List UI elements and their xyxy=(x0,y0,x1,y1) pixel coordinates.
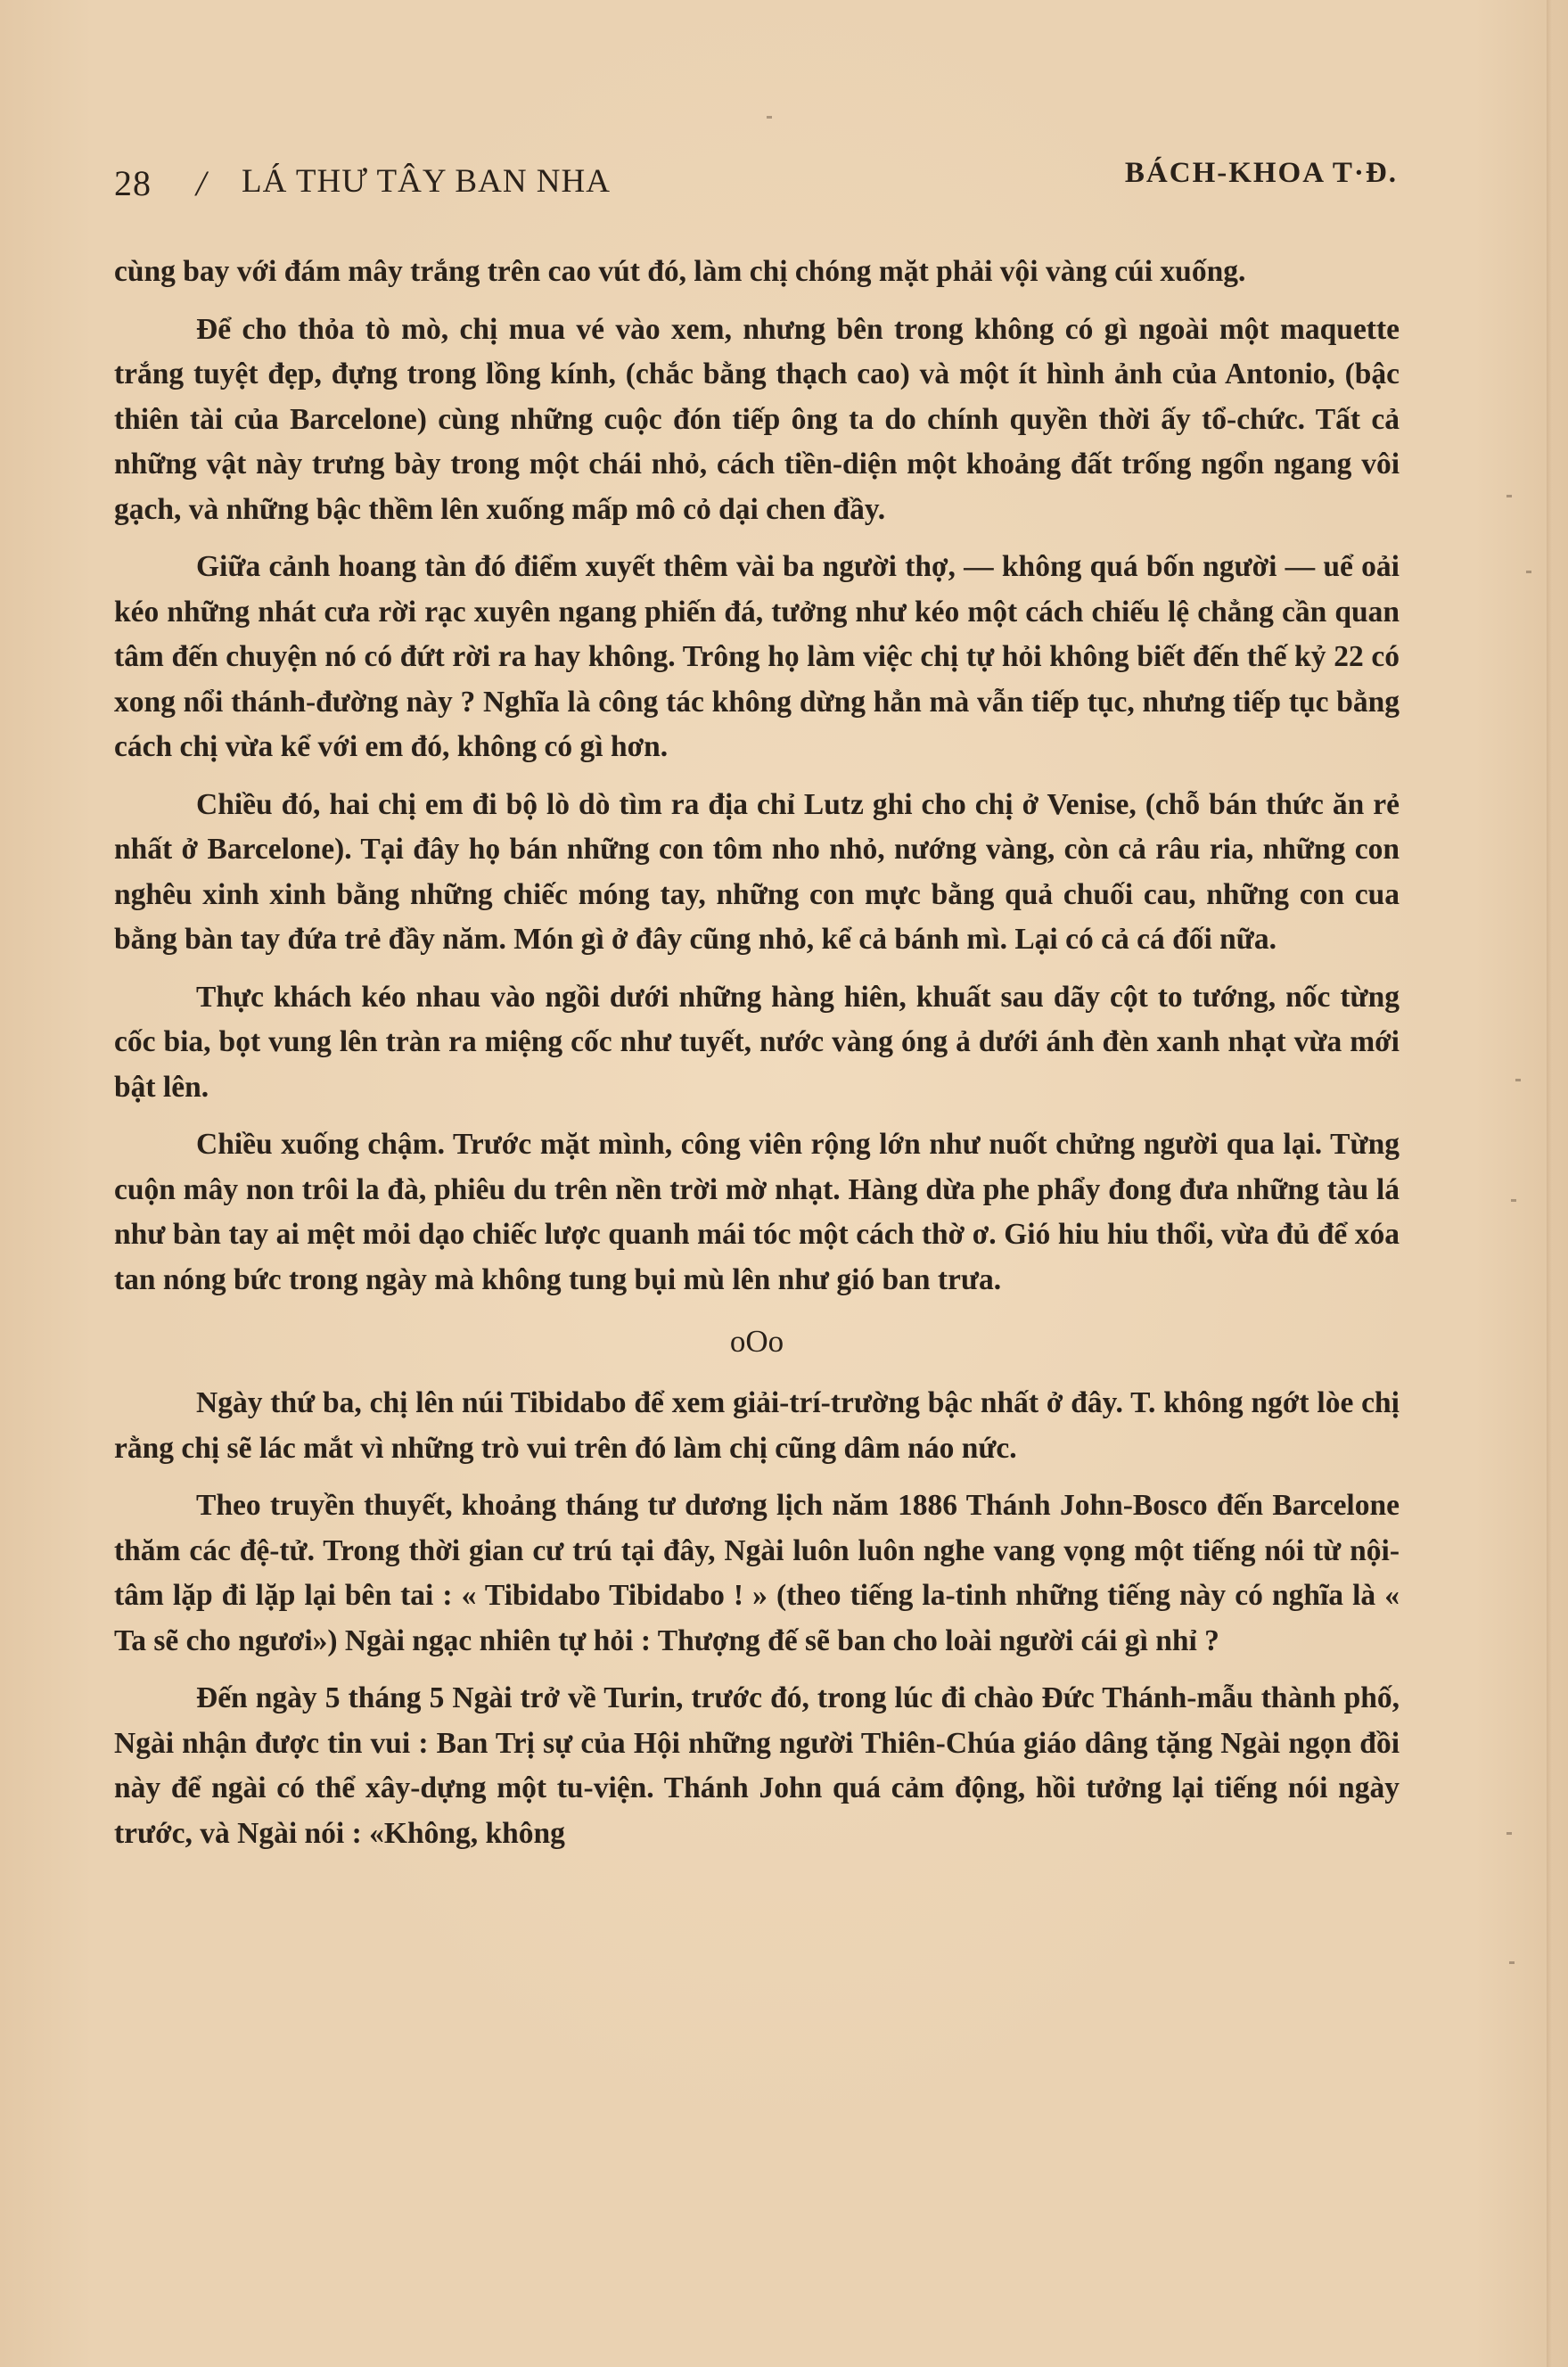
scan-speck xyxy=(1509,1961,1515,1964)
article-body xyxy=(114,250,1400,1869)
header-separator: / xyxy=(196,163,207,203)
scan-speck xyxy=(767,116,772,119)
paragraph: Chiều đó, hai chị em đi bộ lò dò tìm ra địa chỉ Lutz ghi cho chị ở Venise, (chỗ bán thức ăn rẻ nhất ở Barcelone). Tại đây họ bán những con tôm nho nhỏ, nướng vàng, còn cả râu ria, những con nghêu xinh xinh bằng những chiếc móng tay, những con mực bằng quả chuối cau, những con cua bằng bàn tay đứa trẻ đầy năm. Món gì ở đây cũng nhỏ, kể cả bánh mì. Lại có cả cá đối nữa. xyxy=(114,787,1400,956)
running-title: LÁ THƯ TÂY BAN NHA xyxy=(242,163,611,200)
scan-speck xyxy=(1515,1079,1521,1081)
scan-speck xyxy=(1511,1199,1516,1202)
journal-name: BÁCH-KHOA T·Đ. xyxy=(1124,157,1398,189)
scan-speck xyxy=(1506,495,1512,497)
paragraph: Ngày thứ ba, chị lên núi Tibidabo để xem giải-trí-trường bậc nhất ở đây. T. không ngớt lòe chị rằng chị sẽ lác mắt vì những trò vui trên đó làm chị cũng dâm náo nức. xyxy=(114,1386,1400,1465)
page-number: 28 xyxy=(114,163,152,203)
scan-speck xyxy=(1506,1832,1512,1835)
section-break: oOo xyxy=(729,1324,784,1359)
paragraph: Giữa cảnh hoang tàn đó điểm xuyết thêm vài ba người thợ, — không quá bốn người — uể oải kéo những nhát cưa rời rạc xuyên ngang phiến đá, tưởng như kéo một cách chiếu lệ chẳng cần quan tâm đến chuyện nó có đứt rời ra hay không. Trông họ làm việc chị tự hỏi không biết đến thế kỷ 22 có xong nổi thánh-đường này ? Nghĩa là công tác không dừng hẳn mà vẫn tiếp tục, nhưng tiếp tục bằng cách chị vừa kể với em đó, không có gì hơn. xyxy=(114,550,1400,763)
page-edge-shadow xyxy=(1547,0,1552,2367)
paragraph: Để cho thỏa tò mò, chị mua vé vào xem, nhưng bên trong không có gì ngoài một maquette trắng tuyệt đẹp, đựng trong lồng kính, (chắc bằng thạch cao) và một ít hình ảnh của Antonio, (bậc thiên tài của Barcelone) cùng những cuộc đón tiếp ông ta do chính quyền thời ấy tổ-chức. Tất cả những vật này trưng bày trong một chái nhỏ, cách tiền-diện một khoảng đất trống ngổn ngang vôi gạch, và những bậc thềm lên xuống mấp mô cỏ dại chen đầy. xyxy=(114,312,1400,526)
paragraph: Chiều xuống chậm. Trước mặt mình, công viên rộng lớn như nuốt chửng người qua lại. Từng cuộn mây non trôi la đà, phiêu du trên nền trời mờ nhạt. Hàng dừa phe phẩy đong đưa những tàu lá như bàn tay ai mệt mỏi dạo chiếc lược quanh mái tóc một cách thờ ơ. Gió hiu hiu thổi, vừa đủ để xóa tan nóng bức trong ngày mà không tung bụi mù lên như gió ban trưa. xyxy=(114,1128,1400,1296)
page-header xyxy=(114,152,1398,205)
paragraph: cùng bay với đám mây trắng trên cao vút đó, làm chị chóng mặt phải vội vàng cúi xuống. xyxy=(114,255,1246,288)
scan-speck xyxy=(1526,571,1531,573)
paragraph: Theo truyền thuyết, khoảng tháng tư dương lịch năm 1886 Thánh John-Bosco đến Barcelone thăm các đệ-tử. Trong thời gian cư trú tại đây, Ngài luôn luôn nghe vang vọng một tiếng nói từ nội-tâm lặp đi lặp lại bên tai : « Tibidabo Tibidabo ! » (theo tiếng la-tinh những tiếng này có nghĩa là « Ta sẽ cho ngươi») Ngài ngạc nhiên tự hỏi : Thượng đế sẽ ban cho loài người cái gì nhỉ ? xyxy=(114,1489,1400,1657)
paragraph: Thực khách kéo nhau vào ngồi dưới những hàng hiên, khuất sau dãy cột to tướng, nốc từng cốc bia, bọt vung lên tràn ra miệng cốc như tuyết, nước vàng óng ả dưới ánh đèn xanh nhạt vừa mới bật lên. xyxy=(114,980,1400,1104)
paragraph: Đến ngày 5 tháng 5 Ngài trở về Turin, trước đó, trong lúc đi chào Đức Thánh-mẫu thành phố, Ngài nhận được tin vui : Ban Trị sự của Hội những người Thiên-Chúa giáo dâng tặng Ngài ngọn đồi này để ngài có thể xây-dựng một tu-viện. Thánh John quá cảm động, hồi tưởng lại tiếng nói ngày trước, và Ngài nói : «Không, không xyxy=(114,1681,1400,1850)
